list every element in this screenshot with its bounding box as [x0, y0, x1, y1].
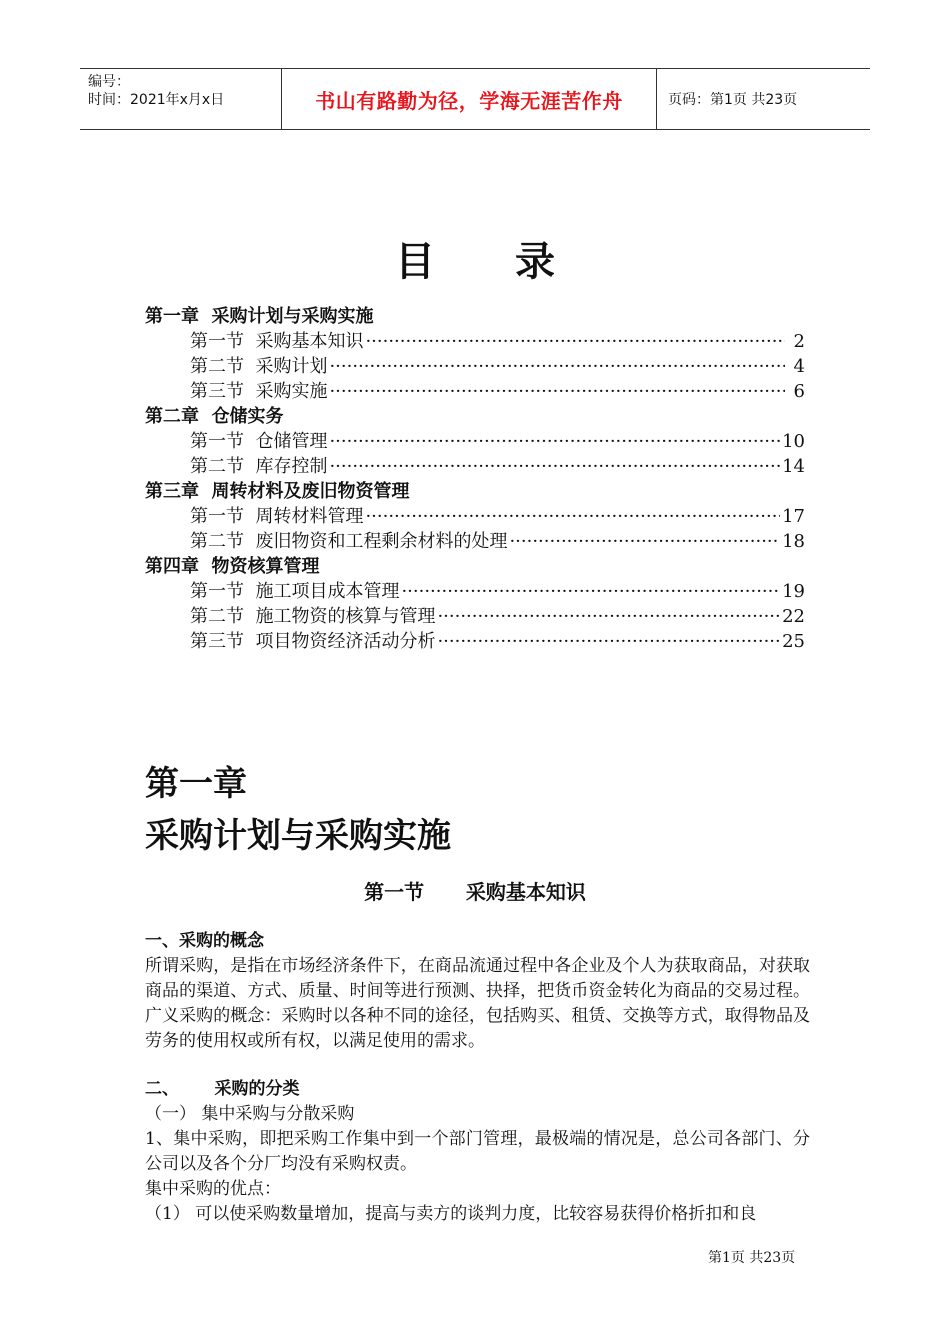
paragraph-advantage-1: （1） 可以使采购数量增加，提高与卖方的谈判力度，比较容易获得价格折扣和良 — [145, 1204, 757, 1224]
toc-section-row — [145, 354, 805, 379]
toc-page-number: 10 — [782, 431, 805, 452]
toc-section-label: 第二节 废旧物资和工程剩余材料的处理 — [190, 531, 508, 552]
toc-section-label: 第一节 施工项目成本管理 — [190, 581, 400, 602]
toc-page-number: 25 — [782, 631, 805, 652]
toc-section-label: 第二节 采购计划 — [190, 356, 328, 377]
toc-section-label: 第三节 采购实施 — [190, 381, 328, 402]
header-page-label: 页码：第1页 共23页 — [668, 92, 798, 108]
toc-page-number: 14 — [782, 456, 805, 477]
chapter-number: 第一章 — [145, 764, 247, 804]
toc-leader-dots — [437, 604, 780, 629]
paragraph-advantages: 集中采购的优点： — [145, 1179, 281, 1199]
toc-section-row — [145, 579, 805, 604]
toc-section-row — [145, 629, 805, 654]
toc-section-row — [145, 529, 805, 554]
toc-page-number: 18 — [782, 531, 805, 552]
footer-page-number: 第1页 共23页 — [708, 1250, 796, 1266]
toc-leader-dots — [329, 379, 785, 404]
toc-leader-dots — [509, 529, 780, 554]
toc-section-label: 第二节 施工物资的核算与管理 — [190, 606, 436, 627]
toc-section-label: 第一节 采购基本知识 — [190, 331, 364, 352]
toc-page-number: 6 — [793, 381, 805, 402]
toc-section-label: 第一节 仓储管理 — [190, 431, 328, 452]
toc-leader-dots — [329, 454, 780, 479]
paragraph-centralized: 1、集中采购，即把采购工作集中到一个部门管理，最极端的情况是，总公司各部门、分公司以及各个分厂均没有采购权责。 — [145, 1129, 810, 1174]
toc-title-char: 目 — [395, 239, 435, 285]
toc-page-number: 17 — [782, 506, 805, 527]
time-label: 时间：2021年x月x日 — [88, 92, 225, 108]
toc-leader-dots — [401, 579, 780, 604]
toc-chapter: 第四章 物资核算管理 — [145, 556, 320, 577]
paragraph-concept: 所谓采购，是指在市场经济条件下，在商品流通过程中各企业及个人为获取商品，对获取商品的渠道、方式、质量、时间等进行预测、抉择，把货币资金转化为商品的交易过程。广义采购的概念：采购时以各种不同的途径，包括购买、租赁、交换等方式，取得物品及劳务的使用权或所有权，以满足使用的需求。 — [145, 956, 810, 1051]
toc-section-label: 第一节 周转材料管理 — [190, 506, 364, 527]
heading-concept: 一、采购的概念 — [145, 931, 264, 951]
toc-leader-dots — [365, 329, 785, 354]
table-of-contents — [145, 304, 805, 654]
header-meta — [88, 73, 224, 109]
toc-leader-dots — [365, 504, 780, 529]
toc-title — [0, 230, 950, 287]
toc-section-row — [145, 329, 805, 354]
toc-section-row — [145, 604, 805, 629]
toc-page-number: 22 — [782, 606, 805, 627]
toc-title-char: 录 — [515, 239, 555, 285]
toc-chapter: 第三章 周转材料及废旧物资管理 — [145, 481, 410, 502]
toc-leader-dots — [329, 354, 785, 379]
toc-leader-dots — [437, 629, 780, 654]
toc-page-number: 2 — [793, 331, 805, 352]
number-label: 编号： — [88, 74, 130, 90]
section-title: 第一节 采购基本知识 — [364, 880, 586, 904]
header-divider — [656, 69, 657, 129]
toc-section-row — [145, 504, 805, 529]
toc-section-label: 第二节 库存控制 — [190, 456, 328, 477]
subheading-centralized: （一） 集中采购与分散采购 — [145, 1104, 355, 1124]
toc-section-row — [145, 429, 805, 454]
toc-chapter: 第二章 仓储实务 — [145, 406, 284, 427]
toc-section-row — [145, 454, 805, 479]
toc-page-number: 19 — [782, 581, 805, 602]
document-header — [80, 68, 870, 130]
toc-page-number: 4 — [793, 356, 805, 377]
toc-section-label: 第三节 项目物资经济活动分析 — [190, 631, 436, 652]
chapter-title: 采购计划与采购实施 — [145, 816, 451, 856]
header-motto: 书山有路勤为径，学海无涯苦作舟 — [315, 88, 623, 113]
toc-leader-dots — [329, 429, 780, 454]
toc-chapter: 第一章 采购计划与采购实施 — [145, 306, 374, 327]
heading-classification: 二、 采购的分类 — [145, 1079, 300, 1099]
toc-section-row — [145, 379, 805, 404]
